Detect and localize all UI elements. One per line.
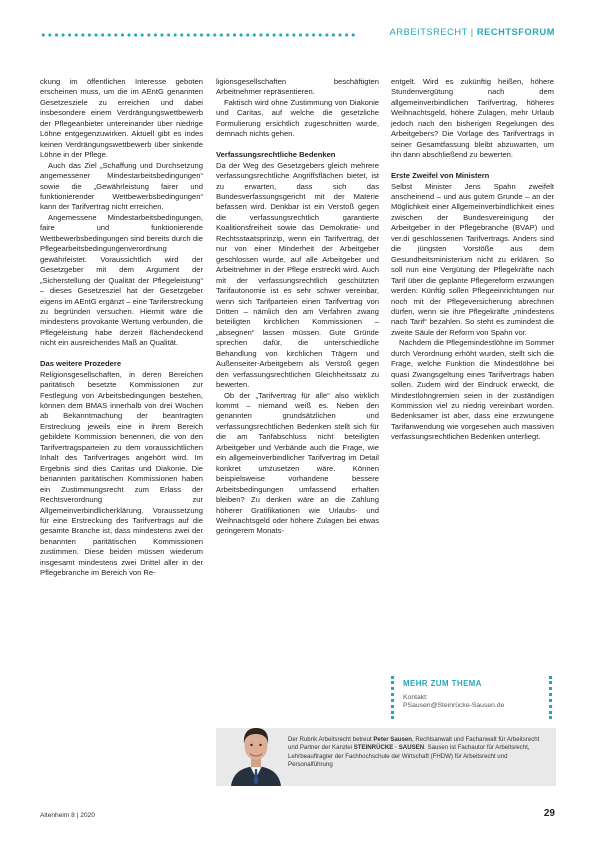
author-name: Peter Sausen — [373, 736, 412, 743]
paragraph: entgelt. Wird es zukünftig heißen, höhere Stundenvergütung nach dem allgemeinverbindlichen Tarifvertrag, höheres Weihnachtsgeld, höhere Zulagen, mehr Urlaub jedoch nach den bisherigen Regelungen des Arbeitgebers? Die Vorlage des Tarifvertrags in seiner Gesamtfassung bleibt abzuwarten, um ihn dann abschließend zu bewerten. — [391, 77, 554, 160]
paragraph: Angemessene Mindestarbeitsbedingungen, faire und funktionierende Wettbewerbsbedingungen sind bereits durch die Pflegearbeitsbedingungenverordnung gewährleistet. Voraussichtlich wird der Gesetzgeber mit dem Argument der „Sicherstellung der Qualität der Pflegeleistung“ – dieses Gesetzesziel hat der Gesetzgeber eigens im AEntG ergänzt – eine Tariferstreckung zu begründen versuchen. Hiermit wäre die mindestens provokante Wertung verbunden, die Pflegeleistung habe derzeit flächendeckend nicht ein ausreichendes Maß an Qualität. — [40, 212, 203, 348]
text-column-1 — [40, 77, 203, 579]
author-photo — [229, 722, 283, 786]
contact-email-link[interactable]: PSausen@Steinrücke-Sausen.de — [403, 702, 505, 709]
section-header — [390, 27, 555, 37]
subheading: Verfassungsrechtliche Bedenken — [216, 150, 336, 160]
more-on-topic-box — [391, 676, 552, 719]
paragraph: Faktisch wird ohne Zustimmung von Diakonie und Caritas, auf welche die gesetzliche Formulierung ersichtlich zugeschnitten wurde, demnach nichts gehen. — [216, 97, 379, 139]
law-firm-name: STEINRÜCKE · SAUSEN — [353, 744, 425, 752]
author-bio — [288, 736, 550, 770]
section-label: ARBEITSRECHT | — [389, 27, 474, 37]
decorative-dot-line — [40, 33, 358, 37]
text-column-2 — [216, 77, 379, 537]
paragraph: Selbst Minister Jens Spahn zweifelt anscheinend – und aus gutem Grunde – an der Möglichkeit einer Allgemeinverbindlichkeit eines zwischen der Bundesvereinigung der Arbeitgeber in der Pflegebranche (BVAP) und ver.di geschlossenen Tarifvertrags. Anders sind die jüngsten Vorstöße aus dem Gesundheitsministerium nicht zu erklären. So soll nun eine Vergütung der Pflegekräfte nach Tarif über die geplante Pflegereform erzwungen werden: Künftig sollen Pflegeeinrichtungen nur noch mit der Pflegeversicherung abrechnen dürfen, wenn sie ihre Pflegekräfte „mindestens nach Tarif“ bezahlen. So steht es zumindest die zweite Säule der Reform von Spahn vor. — [391, 181, 554, 337]
author-bio-text: . Sausen ist Fachautor für Arbeitsrecht, Lehrbeauftragter der Fachhochschule der Wirtschaft (FHDW) für Arbeitsrecht und Personalführung — [288, 744, 530, 769]
contact-label: Kontakt: — [403, 694, 428, 701]
paragraph: Auch das Ziel „Schaffung und Durchsetzung angemessener Mindestarbeitsbedingungen“ sowie die „Gewährleistung fairer und funktionierender Wettbewerbsbedingungen“ kann der Tarifvertrag nicht erreichen. — [40, 160, 203, 212]
subheading: Erste Zweifel von Ministern — [391, 171, 490, 181]
author-bio-text: , Rechtsanwalt und Fachanwalt für Arbeitsrecht und Partner der Kanzlei — [288, 736, 540, 752]
paragraph: ligionsgesellschaften beschäftigten Arbeitnehmer repräsentieren. — [216, 77, 379, 97]
author-bio-text: Der Rubrik Arbeitsrecht betreut — [288, 736, 374, 743]
paragraph: Religionsgesellschaften, in deren Bereichen paritätisch besetzte Kommissionen zur Festlegung von Arbeitsbedingungen bestehen, können dem BMAS innerhalb von drei Wochen ab Bekanntmachung der beantragten Erstreckung jeweils eine in ihrem Bereich gebildete Kommission benennen, die von den Tarifvertragsparteien zu dem voraussichtlichen Inhalt des Tarifvertrages angehört wird. Im Ergebnis sind dies Caritas und Diakonie. Die benannten paritätischen Kommissionen haben ein Zustimmungsrecht zum Erlass der Rechtsverordnung zur Allgemeinverbindlicherklärung. Voraussetzung für eine Erstreckung des Tarifvertrags auf die gesamte Branche ist, dass mindestens zwei der benannten paritätischen Kommissionen zustimmen. Diese beiden müssen wiederum insgesamt mindestens zwei Drittel aller in der Pflegebranche im Bereich von Re- — [40, 369, 203, 578]
page-number: 29 — [543, 808, 555, 819]
more-on-topic-title: MEHR ZUM THEMA — [403, 679, 482, 688]
paragraph: Da der Weg des Gesetzgebers gleich mehrere verfassungsrechtliche Angriffsflächen bietet, ist zu erwarten, dass sich das Bundesverfassungsgericht mit der Materie befassen wird. Denkbar ist ein Verstoß gegen die verfassungsrechtlich garantierte Koalitionsfreiheit sowie das Demokratie- und Rechtsstaatsprinzip, wenn ein Tarifvertrag, der nur von einer Minderheit der Arbeitgeber geschlossen wurde, auf alle Arbeitgeber und Arbeitnehmer in der Pflege erstreckt wird. Auch mit der verfassungsrechtlich geschützten Tarifautonomie ist es sehr schwer vereinbar, wenn sich Tarifparteien einen Tarifvertrag von Dritten – nämlich den am Verfahren zwang beteiligten kirchlichen Kommissionen – „absegnen“ lassen müssen. Gute Gründe sprechen dafür, die unterschiedliche Behandlung von kirchlichen Trägern und Außenseiter-Arbeitgebern als Verstoß gegen den verfassungsrechtlichen Gleichheitssatz zu bewerten. — [216, 160, 379, 390]
text-column-3 — [391, 77, 554, 443]
magazine-issue: Altenheim 8 | 2020 — [40, 812, 95, 819]
paragraph: ckung im öffentlichen Interesse geboten erscheinen muss, um die im AEntG genannten Gesetzesziele zu erreichen und dabei insbesondere einem Verdrängungswettbewerb der Pflegeanbieter untereinander über niedrige Löhne entgegenzuwirken. Aktuell gibt es indes keinen Verdrängungswettbewerb über sinkende Löhne in der Pflege. — [40, 77, 203, 160]
subheading: Das weitere Prozedere — [40, 359, 122, 369]
paragraph: Nachdem die Pflegemindestlöhne im Sommer durch Verordnung erhöht wurden, stellt sich die Frage, welche Funktion die Mindestlöhne bei quasi Zwangsgeltung eines Tarifvertrags haben sollen. Zudem wird der Eindruck erweckt, die Mindestlohngremien seien in der zuständigen Kommission viel zu niedrig vereinbart worden. Bedenksamer ist aber, dass eine erzwungene Tarifanwendung wie vorgesehen auch massiven verfassungsrechtlichen Bedenken unterliegt. — [391, 338, 554, 442]
paragraph: Ob der „Tarifvertrag für alle“ also wirklich kommt – niemand weiß es. Neben den genannten grundsätzlichen und verfassungsrechtlichen Bedenken stellt sich für die am Tarifabschluss nicht beteiligten Arbeitgeber und Verbände auch die Frage, wie ein allgemeinverbindlicher Tarifvertrag im Detail konkret umzusetzen wäre. Können beispielsweise vorhandene bessere Arbeitsbedingungen umfassend erhalten bleiben? Zu denken wäre an die Zahlung höherer Gratifikationen wie Urlaubs- und Weihnachtsgeld oder höhere Zulagen bei etwas geringerem Monats- — [216, 390, 379, 536]
section-rubric: RECHTSFORUM — [476, 27, 555, 37]
